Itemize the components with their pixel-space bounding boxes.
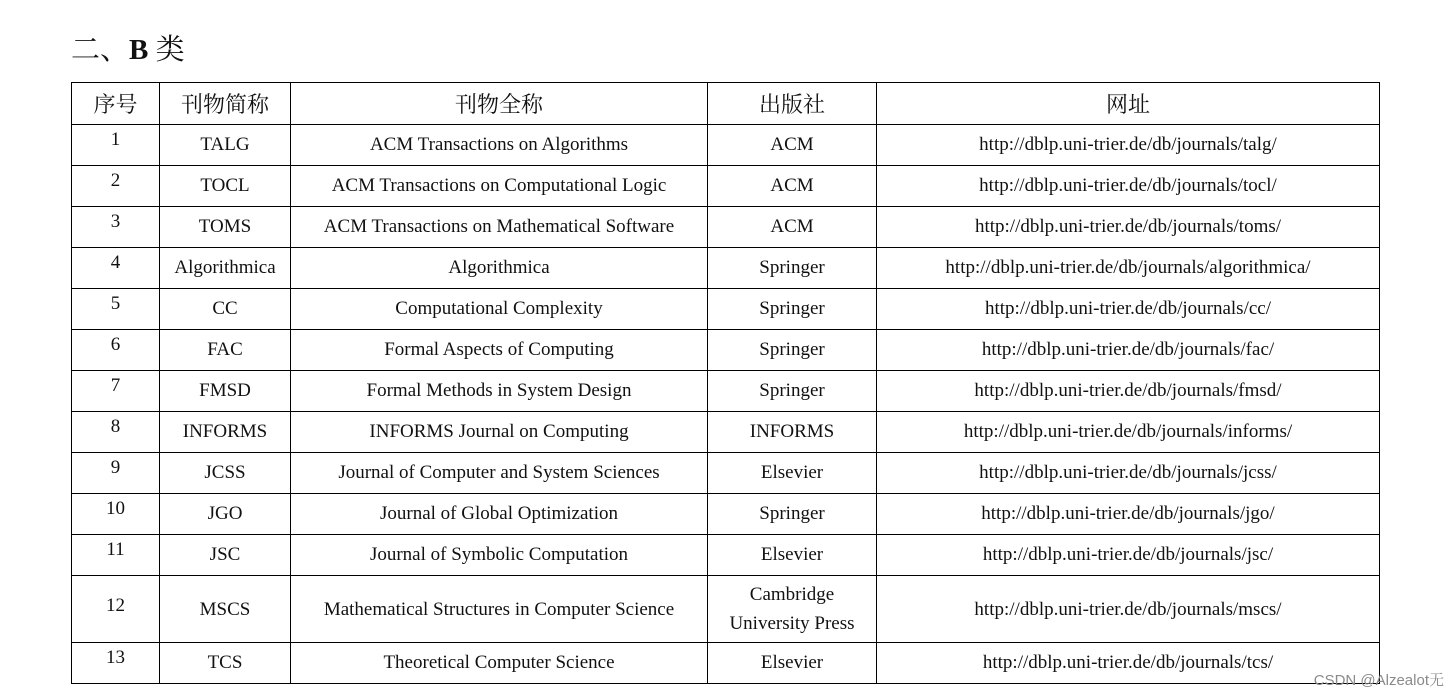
- row-url: http://dblp.uni-trier.de/db/journals/jgo/: [877, 494, 1380, 535]
- row-publisher: Springer: [708, 248, 877, 289]
- row-abbreviation: TCS: [160, 643, 291, 684]
- row-publisher: Springer: [708, 330, 877, 371]
- table-row: [72, 330, 1380, 371]
- row-publisher: INFORMS: [708, 412, 877, 453]
- row-url: http://dblp.uni-trier.de/db/journals/informs/: [877, 412, 1380, 453]
- row-url: http://dblp.uni-trier.de/db/journals/fac/: [877, 330, 1380, 371]
- row-publisher: Springer: [708, 289, 877, 330]
- row-publisher: Elsevier: [708, 453, 877, 494]
- row-publisher: [708, 576, 877, 643]
- table-row: [72, 289, 1380, 330]
- heading-letter: B: [129, 34, 149, 66]
- row-abbreviation: FAC: [160, 330, 291, 371]
- row-index: 3: [72, 207, 160, 248]
- header-publisher: 出版社: [708, 83, 877, 125]
- row-url: http://dblp.uni-trier.de/db/journals/tocl/: [877, 166, 1380, 207]
- row-abbreviation: JCSS: [160, 453, 291, 494]
- table-row: [72, 576, 1380, 643]
- row-publisher: Elsevier: [708, 643, 877, 684]
- row-index: 5: [72, 289, 160, 330]
- row-full-name: ACM Transactions on Mathematical Software: [291, 207, 708, 248]
- row-abbreviation: CC: [160, 289, 291, 330]
- row-abbreviation: TOMS: [160, 207, 291, 248]
- row-abbreviation: TALG: [160, 125, 291, 166]
- table-row: [72, 494, 1380, 535]
- row-abbreviation: FMSD: [160, 371, 291, 412]
- heading-suffix: 类: [148, 34, 185, 66]
- row-abbreviation: INFORMS: [160, 412, 291, 453]
- table-row: [72, 371, 1380, 412]
- row-abbreviation: Algorithmica: [160, 248, 291, 289]
- row-abbreviation: TOCL: [160, 166, 291, 207]
- watermark: CSDN @Alzealot无: [1313, 672, 1444, 689]
- row-abbreviation: JSC: [160, 535, 291, 576]
- row-index: 10: [72, 494, 160, 535]
- table-row: [72, 643, 1380, 684]
- row-full-name: Journal of Computer and System Sciences: [291, 453, 708, 494]
- row-url: http://dblp.uni-trier.de/db/journals/toms/: [877, 207, 1380, 248]
- row-index: 1: [72, 125, 160, 166]
- row-url: http://dblp.uni-trier.de/db/journals/cc/: [877, 289, 1380, 330]
- row-full-name: Formal Aspects of Computing: [291, 330, 708, 371]
- row-index: 11: [72, 535, 160, 576]
- header-abbreviation: 刊物简称: [160, 83, 291, 125]
- header-full-name: 刊物全称: [291, 83, 708, 125]
- row-url: http://dblp.uni-trier.de/db/journals/jcss/: [877, 453, 1380, 494]
- row-url: http://dblp.uni-trier.de/db/journals/mscs/: [877, 576, 1380, 643]
- row-publisher: Elsevier: [708, 535, 877, 576]
- row-url: http://dblp.uni-trier.de/db/journals/tcs/: [877, 643, 1380, 684]
- row-index: 6: [72, 330, 160, 371]
- row-full-name: ACM Transactions on Algorithms: [291, 125, 708, 166]
- row-publisher: Springer: [708, 494, 877, 535]
- table-row: [72, 166, 1380, 207]
- section-heading: [71, 30, 185, 70]
- row-index: 9: [72, 453, 160, 494]
- row-index: 2: [72, 166, 160, 207]
- journal-table: [71, 82, 1380, 684]
- table-row: [72, 535, 1380, 576]
- heading-prefix: 二、: [71, 34, 130, 66]
- table-row: [72, 125, 1380, 166]
- row-publisher: ACM: [708, 207, 877, 248]
- row-full-name: ACM Transactions on Computational Logic: [291, 166, 708, 207]
- row-index: 13: [72, 643, 160, 684]
- row-full-name: Algorithmica: [291, 248, 708, 289]
- row-url: http://dblp.uni-trier.de/db/journals/fmsd/: [877, 371, 1380, 412]
- row-full-name: Journal of Global Optimization: [291, 494, 708, 535]
- header-url: 网址: [877, 83, 1380, 125]
- row-full-name: Formal Methods in System Design: [291, 371, 708, 412]
- table-row: [72, 248, 1380, 289]
- header-index: 序号: [72, 83, 160, 125]
- table-row: [72, 207, 1380, 248]
- row-index: 4: [72, 248, 160, 289]
- row-abbreviation: MSCS: [160, 576, 291, 643]
- publisher-line: University Press: [729, 613, 855, 634]
- row-url: http://dblp.uni-trier.de/db/journals/jsc/: [877, 535, 1380, 576]
- row-full-name: Mathematical Structures in Computer Science: [291, 576, 708, 643]
- row-index: 12: [72, 576, 160, 643]
- row-full-name: Computational Complexity: [291, 289, 708, 330]
- row-full-name: Theoretical Computer Science: [291, 643, 708, 684]
- row-full-name: INFORMS Journal on Computing: [291, 412, 708, 453]
- row-full-name: Journal of Symbolic Computation: [291, 535, 708, 576]
- row-index: 8: [72, 412, 160, 453]
- row-publisher: Springer: [708, 371, 877, 412]
- row-url: http://dblp.uni-trier.de/db/journals/talg/: [877, 125, 1380, 166]
- table-header-row: [72, 83, 1380, 125]
- row-url: http://dblp.uni-trier.de/db/journals/algorithmica/: [877, 248, 1380, 289]
- publisher-line: Cambridge: [749, 584, 835, 605]
- table-row: [72, 412, 1380, 453]
- row-index: 7: [72, 371, 160, 412]
- table-row: [72, 453, 1380, 494]
- row-abbreviation: JGO: [160, 494, 291, 535]
- row-publisher: ACM: [708, 166, 877, 207]
- row-publisher: ACM: [708, 125, 877, 166]
